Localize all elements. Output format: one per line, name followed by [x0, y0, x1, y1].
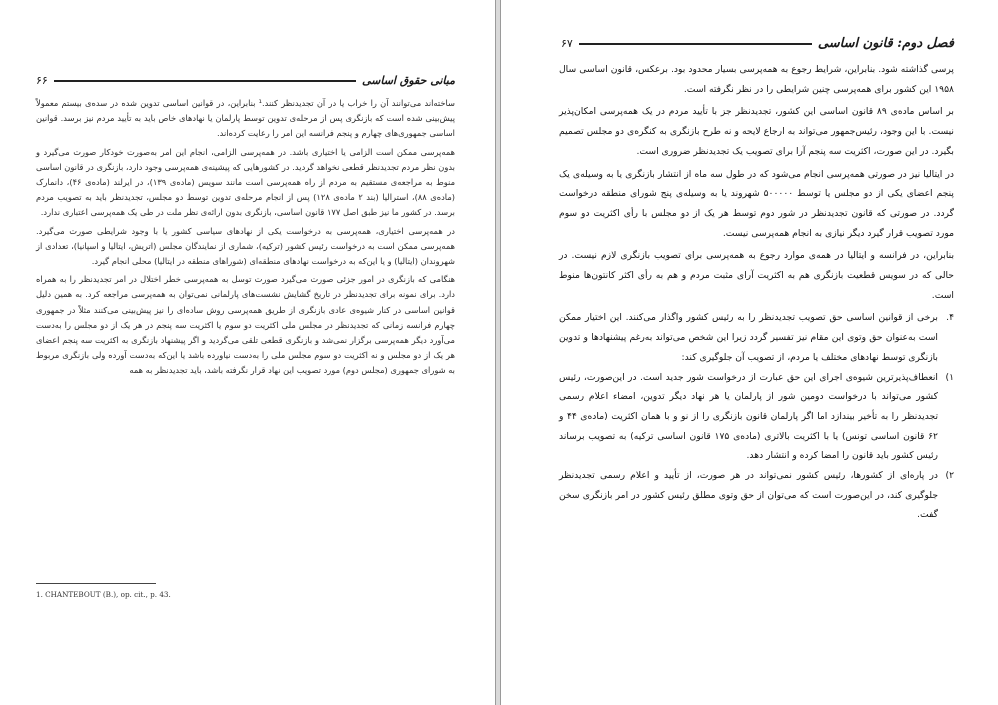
header-rule: [579, 43, 812, 45]
list-text: در پاره‌ای از کشورها، رئیس کشور نمی‌تواند در هر صورت، از تأیید و اعلام رسمی تجدیدنظر جلوگیری کند، در این‌صورت است که می‌توان از حق وتوی مطلق رئیس کشور در امر بازنگری سخن گفت.: [559, 470, 938, 521]
paragraph: در ایتالیا نیز در صورتی همه‌پرسی انجام می‌شود که در طول سه ماه از انتشار بازنگری یا به وسیله‌ی یک پنجم اعضای یکی از دو مجلس یا توسط ۵۰۰۰۰۰ شهروند یا به وسیله‌ی پنج شورای منطقه درخواست گردد. در صورتی که قانون تجدیدنظر در شور دوم توسط هر یک از دو مجلس با رأی اکثریت دو سوم مورد تصویب قرار گیرد دیگر نیازی به انجام همه‌پرسی نیست.: [559, 168, 954, 239]
left-running-head: مبانی حقوق اساسی: [361, 74, 455, 87]
right-page: [500, 0, 998, 705]
paragraph: پرسی گذاشته شود. بنابراین، شرایط رجوع به همه‌پرسی بسیار محدود بود. برعکس، قانون اساسی سال ۱۹۵۸ این کشور برای همه‌پرسی چنین شرایطی را در نظر نگرفته است.: [559, 64, 954, 95]
right-page-number: ۶۷: [561, 37, 573, 50]
paragraph: بر اساس ماده‌ی ۸۹ قانون اساسی این کشور، تجدیدنظر جز با تأیید مردم در یک همه‌پرسی امکان‌پذیر نیست. با این وجود، رئیس‌جمهور می‌تواند به ارجاع لایحه و نه طرح بازنگری به کنگره‌ی دو مجلس تصمیم بگیرد. در این صورت، اکثریت سه پنجم آرا برای تصویب یک تجدیدنظر ضروری است.: [559, 106, 954, 157]
list-number: ۴.: [946, 312, 954, 324]
footnote-rule: [36, 583, 156, 584]
right-page-header: [561, 36, 954, 51]
list-number: ۲): [945, 470, 954, 482]
left-page-body: [36, 96, 455, 382]
list-text: انعطاف‌پذیرترین شیوه‌ی اجرای این حق عبارت از درخواست شور جدید است. در این‌صورت، رئیس کشور می‌تواند با درخواست دومین شور از پارلمان یا هر نهاد دیگر تدوین، امضاء اعلام رسمی تجدیدنظر را به تأخیر بیندازد اما اگر پارلمان قانون بازنگری را از نو و با همان اکثریت (ماده‌ی ۴۴ و ۶۲ قانون اساسی تونس) یا با اکثریت بالاتری (ماده‌ی ۱۷۵ قانون اساسی ترکیه) به تصویب برساند رئیس کشور باید قانون را امضا کرده و انتشار دهد.: [559, 371, 939, 462]
paragraph: بنابراین، در فرانسه و ایتالیا در همه‌ی موارد رجوع به همه‌پرسی برای تصویب بازنگری لازم نیست. در حالی که در سویس قطعیت بازنگری هم به اکثریت آرای مثبت مردم و هم به رأی اکثر کانتون‌ها منوط است.: [559, 250, 954, 301]
list-item-4: [559, 308, 954, 367]
list-number: ۱): [945, 371, 954, 383]
sub-item-2: [559, 466, 954, 525]
footnote: 1. CHANTEBOUT (B.), op. cit., p. 43.: [36, 590, 171, 599]
sub-item-1: [559, 368, 954, 467]
paragraph: همه‌پرسی ممکن است الزامی یا اختیاری باشد. در همه‌پرسی الزامی، انجام این امر به‌صورت خودکار صورت می‌گیرد و بدون نظر مردم تجدیدنظر قطعی نخواهد گردید. در کشورهایی که پیشینه‌ی همه‌پرسی وجود دارد، بازنگری در قانون اساسی منوط به مراجعه‌ی مستقیم به مردم از راه همه‌پرسی است مانند سویس (ماده‌ی ۱۳۹)، در ایرلند (ماده‌ی ۴۶)، دانمارک (ماده‌ی ۸۸)، استرالیا (بند ۲ ماده‌ی ۱۲۸) پس از انجام مرحله‌ی تدوین توسط دو مجلس، تجدیدنظر باید به تصویب مردم برسد. در کشور ما نیز طبق اصل ۱۷۷ قانون اساسی، بازنگری بدون ارائه‌ی نظر ملت در طی یک همه‌پرسی اعتباری ندارد.: [36, 146, 456, 218]
left-page-number: ۶۶: [36, 74, 48, 87]
right-page-body: [559, 60, 954, 525]
paragraph: هنگامی که بازنگری در امور جزئی صورت می‌گیرد صورت توسل به همه‌پرسی خطر اختلال در امر تجدیدنظر را به همراه دارد. برای نمونه برای تجدیدنظر در تاریخ گشایش نشست‌های پارلمانی نمی‌توان به همه‌پرسی مراجعه کرد. به همین دلیل قوانین اساسی در کنار شیوه‌ی عادی بازنگری از طریق همه‌پرسی روش ساده‌ای را نیز پیش‌بینی می‌کنند مثلاً در جمهوری چهارم فرانسه زمانی که تجدیدنظر در مجلس ملی اکثریت دو سوم یا اکثریت سه پنجم در هر یک از دو مجلس را به‌دست می‌آورد دیگر همه‌پرسی برگزار نمی‌شد و بازنگری قطعی تلقی می‌گردید و اگر پیشنهاد بازنگری به اکثریت سه پنجم اعضای هر یک از دو مجلس و نه اکثریت دو سوم مجلس ملی را به‌دست نیاورده باشد یا این‌که به‌دست آورده ولی بازنگری مربوط به شورای جمهوری (مجلس دوم) مورد تصویب این نهاد قرار نگرفته باشد، باید تجدیدنظر به همه: [36, 274, 455, 376]
left-page: [0, 0, 496, 705]
right-running-head: فصل دوم: قانون اساسی: [817, 36, 954, 51]
left-page-header: [36, 74, 455, 87]
paragraph: ساخته‌اند می‌توانند آن را خراب یا در آن تجدیدنظر کنند.¹ بنابراین، در قوانین اساسی تدوین شده در سده‌ی بیستم معمولاً پیش‌بینی شده است که بازنگری پس از مرحله‌ی تدوین توسط پارلمان یا نهادهای خاص باید به تأیید مردم نیز برسد. قوانین اساسی جمهوری‌های چهارم و پنجم فرانسه این امر را رعایت کرده‌اند.: [36, 98, 455, 139]
list-text: برخی از قوانین اساسی حق تصویب تجدیدنظر را به رئیس کشور واگذار می‌کنند. این اختیار ممکن است به‌عنوان حق وتوی این مقام نیز تفسیر گردد زیرا این شخص می‌تواند به‌رغم پیشنهادها و تدوین بازنگری توسط نهادهای مختلف یا مردم، از تصویب آن جلوگیری کند:: [559, 312, 938, 363]
header-rule: [54, 80, 356, 82]
paragraph: در همه‌پرسی اختیاری، همه‌پرسی به درخواست یکی از نهادهای سیاسی کشور یا با وجود شرایطی صورت می‌گیرد. همه‌پرسی ممکن است به درخواست رئیس کشور (ترکیه)، شماری از نمایندگان مجلس (اتریش، ایتالیا و اسپانیا)، تعدادی از شهروندان (ایتالیا) و یا این‌که به درخواست نهادهای منطقه‌ای (شوراهای منطقه در ایتالیا) محلی انجام گیرد.: [36, 225, 455, 267]
